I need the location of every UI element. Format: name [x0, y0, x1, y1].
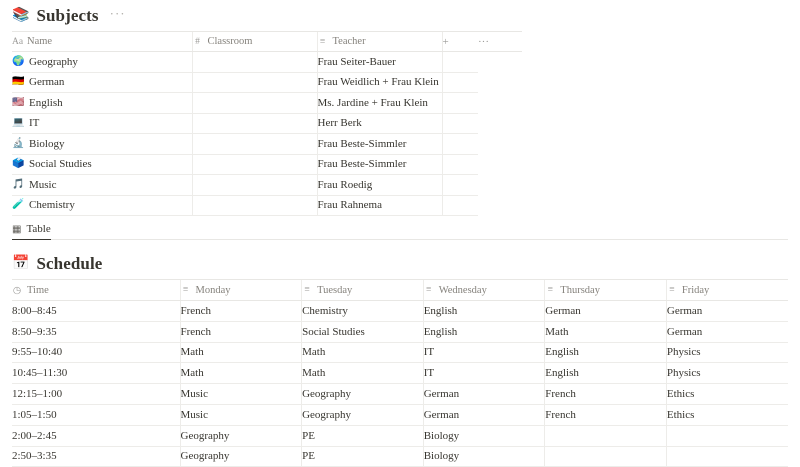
cell-classroom[interactable] [192, 72, 317, 93]
cell-classroom[interactable] [192, 93, 317, 114]
cell-teacher[interactable]: Frau Rahnema [317, 195, 442, 216]
cell-classroom[interactable] [192, 113, 317, 134]
cell-name-label: Chemistry [29, 199, 75, 212]
column-header-classroom-label: Classroom [207, 36, 253, 47]
cell-tuesday[interactable]: Chemistry [302, 301, 424, 322]
column-header-tuesday[interactable] [302, 280, 424, 301]
cell-time[interactable]: 1:05–1:50 [12, 404, 180, 425]
cell-wednesday[interactable]: German [423, 384, 545, 405]
cell-spacer [442, 134, 478, 155]
cell-teacher[interactable]: Frau Beste-Simmler [317, 134, 442, 155]
cell-friday[interactable]: German [666, 301, 788, 322]
cell-spacer [442, 72, 478, 93]
table-row[interactable] [12, 154, 522, 175]
cell-name[interactable] [12, 52, 192, 73]
row-emoji-icon: 🇩🇪 [12, 76, 25, 88]
column-header-teacher[interactable] [317, 32, 442, 52]
column-header-name[interactable] [12, 32, 192, 52]
cell-tuesday[interactable]: Math [302, 342, 424, 363]
cell-monday[interactable]: Music [180, 404, 302, 425]
cell-classroom[interactable] [192, 154, 317, 175]
cell-tuesday[interactable]: Geography [302, 404, 424, 425]
cell-teacher[interactable]: Ms. Jardine + Frau Klein [317, 93, 442, 114]
row-emoji-icon: 🔬 [12, 137, 25, 149]
tab-table-label: Table [26, 223, 51, 235]
cell-spacer-end [478, 93, 522, 114]
cell-teacher[interactable]: Frau Beste-Simmler [317, 154, 442, 175]
notion-page [0, 6, 800, 463]
cell-classroom[interactable] [192, 195, 317, 216]
cell-name-label: Music [29, 178, 57, 191]
text-property-icon: ≡ [182, 285, 189, 295]
cell-name-label: Geography [29, 55, 78, 68]
schedule-title: Schedule [36, 254, 103, 273]
cell-time[interactable]: 9:55–10:40 [12, 342, 180, 363]
text-property-icon: ≡ [547, 285, 553, 295]
cell-thursday[interactable]: Math [545, 321, 667, 342]
cell-tuesday[interactable]: PE [302, 425, 424, 446]
cell-time[interactable]: 12:15–1:00 [12, 384, 180, 405]
schedule-heading [0, 254, 800, 274]
cell-monday[interactable]: Math [180, 342, 302, 363]
cell-tuesday[interactable]: Math [302, 363, 424, 384]
table-row[interactable] [12, 134, 522, 155]
cell-spacer [442, 175, 478, 196]
column-header-classroom[interactable] [192, 32, 317, 52]
cell-time[interactable]: 2:50–3:35 [12, 446, 180, 467]
cell-name[interactable] [12, 134, 192, 155]
row-emoji-icon: 🗳️ [12, 158, 25, 170]
cell-spacer-end [478, 134, 522, 155]
cell-name-label: Social Studies [29, 158, 92, 171]
cell-tuesday[interactable]: Geography [302, 384, 424, 405]
schedule-table [12, 279, 788, 467]
row-emoji-icon: 🎵 [12, 178, 25, 190]
cell-name-label: English [29, 96, 63, 109]
cell-wednesday[interactable]: IT [423, 342, 545, 363]
cell-spacer-end [478, 72, 522, 93]
cell-spacer [442, 154, 478, 175]
cell-monday[interactable]: French [180, 301, 302, 322]
table-row[interactable] [12, 321, 788, 342]
cell-name-label: German [29, 76, 65, 89]
cell-wednesday[interactable]: Biology [423, 425, 545, 446]
cell-thursday[interactable]: German [545, 301, 667, 322]
cell-spacer [442, 52, 478, 73]
cell-friday[interactable]: German [666, 321, 788, 342]
cell-tuesday[interactable]: PE [302, 446, 424, 467]
subjects-title: Subjects [36, 6, 99, 25]
column-header-monday[interactable] [180, 280, 302, 301]
cell-name[interactable] [12, 113, 192, 134]
add-property-button[interactable]: + [442, 32, 478, 52]
table-row[interactable] [12, 342, 788, 363]
cell-friday[interactable]: Ethics [666, 384, 788, 405]
cell-spacer-end [478, 154, 522, 175]
cell-wednesday[interactable]: English [423, 321, 545, 342]
table-row[interactable] [12, 175, 522, 196]
subjects-table [12, 31, 522, 216]
row-emoji-icon: 🌍 [12, 55, 25, 67]
cell-friday[interactable] [666, 446, 788, 467]
column-header-thursday-label: Thursday [560, 284, 600, 296]
text-property-icon: ≡ [319, 36, 326, 47]
cell-monday[interactable]: Geography [180, 425, 302, 446]
books-icon: 📚 [12, 8, 30, 23]
cell-spacer [442, 113, 478, 134]
column-header-time-label: Time [27, 284, 49, 296]
cell-thursday[interactable] [545, 425, 667, 446]
cell-time[interactable]: 10:45–11:30 [12, 363, 180, 384]
row-emoji-icon: 🧪 [12, 199, 25, 211]
cell-friday[interactable] [666, 425, 788, 446]
cell-teacher[interactable]: Herr Berk [317, 113, 442, 134]
view-tabs-divider [12, 239, 788, 240]
cell-friday[interactable]: Physics [666, 363, 788, 384]
view-tabs [12, 223, 51, 240]
cell-wednesday[interactable]: German [423, 404, 545, 425]
column-header-thursday[interactable] [545, 280, 667, 301]
cell-spacer-end [478, 195, 522, 216]
column-header-monday-label: Monday [195, 284, 231, 296]
table-row[interactable] [12, 301, 788, 322]
table-row[interactable] [12, 72, 522, 93]
cell-spacer-end [478, 175, 522, 196]
table-row[interactable] [12, 93, 522, 114]
cell-classroom[interactable] [192, 52, 317, 73]
cell-name[interactable] [12, 175, 192, 196]
cell-wednesday[interactable]: Biology [423, 446, 545, 467]
cell-monday[interactable]: Math [180, 363, 302, 384]
column-header-wednesday[interactable] [423, 280, 545, 301]
column-header-wednesday-label: Wednesday [438, 284, 487, 296]
cell-time[interactable]: 8:50–9:35 [12, 321, 180, 342]
cell-thursday[interactable]: French [545, 384, 667, 405]
row-emoji-icon: 💻 [12, 117, 25, 129]
column-header-time[interactable] [12, 280, 180, 301]
cell-teacher[interactable]: Frau Roedig [317, 175, 442, 196]
column-header-friday[interactable] [666, 280, 788, 301]
cell-thursday[interactable]: English [545, 363, 667, 384]
cell-name[interactable] [12, 93, 192, 114]
cell-classroom[interactable] [192, 134, 317, 155]
table-row[interactable] [12, 52, 522, 73]
table-row[interactable] [12, 446, 788, 467]
text-property-icon: ≡ [304, 285, 310, 295]
text-property-icon: ≡ [426, 285, 432, 295]
column-header-tuesday-label: Tuesday [317, 284, 353, 296]
cell-spacer [442, 195, 478, 216]
cell-friday[interactable]: Ethics [666, 404, 788, 425]
cell-name[interactable] [12, 195, 192, 216]
subjects-header-row [12, 32, 522, 52]
cell-spacer-end [478, 52, 522, 73]
subjects-more-icon[interactable]: ··· [109, 6, 126, 21]
table-row[interactable] [12, 113, 522, 134]
cell-monday[interactable]: Geography [180, 446, 302, 467]
table-row[interactable] [12, 363, 788, 384]
cell-monday[interactable]: French [180, 321, 302, 342]
tab-active-underline [12, 239, 51, 240]
schedule-header-row [12, 280, 788, 301]
title-property-icon: Aa [12, 36, 24, 47]
cell-spacer [442, 93, 478, 114]
cell-name[interactable] [12, 72, 192, 93]
table-row[interactable] [12, 425, 788, 446]
cell-teacher[interactable]: Frau Seiter-Bauer [317, 52, 442, 73]
subjects-heading [0, 6, 800, 26]
cell-thursday[interactable]: English [545, 342, 667, 363]
table-row[interactable] [12, 195, 522, 216]
cell-name-label: Biology [29, 137, 65, 150]
cell-teacher[interactable]: Frau Weidlich + Frau Klein [317, 72, 442, 93]
table-row[interactable] [12, 404, 788, 425]
column-header-teacher-label: Teacher [332, 36, 366, 47]
tab-table[interactable] [12, 223, 51, 239]
cell-name-label: IT [29, 117, 40, 130]
cell-name[interactable] [12, 154, 192, 175]
row-emoji-icon: 🇺🇸 [12, 96, 25, 108]
cell-thursday[interactable] [545, 446, 667, 467]
table-options-button[interactable]: ··· [478, 32, 522, 52]
cell-spacer-end [478, 113, 522, 134]
column-header-friday-label: Friday [681, 284, 710, 296]
table-view-icon: ▦ [12, 223, 22, 235]
text-property-icon: ≡ [669, 285, 675, 295]
cell-wednesday[interactable]: IT [423, 363, 545, 384]
cell-wednesday[interactable]: English [423, 301, 545, 322]
number-property-icon: # [195, 36, 200, 47]
cell-tuesday[interactable]: Social Studies [302, 321, 424, 342]
cell-classroom[interactable] [192, 175, 317, 196]
table-row[interactable] [12, 384, 788, 405]
cell-monday[interactable]: Music [180, 384, 302, 405]
cell-time[interactable]: 8:00–8:45 [12, 301, 180, 322]
cell-thursday[interactable]: French [545, 404, 667, 425]
cell-time[interactable]: 2:00–2:45 [12, 425, 180, 446]
cell-friday[interactable]: Physics [666, 342, 788, 363]
clock-property-icon: ◷ [12, 285, 22, 296]
calendar-icon: 📅 [12, 256, 30, 271]
column-header-name-label: Name [27, 36, 53, 47]
